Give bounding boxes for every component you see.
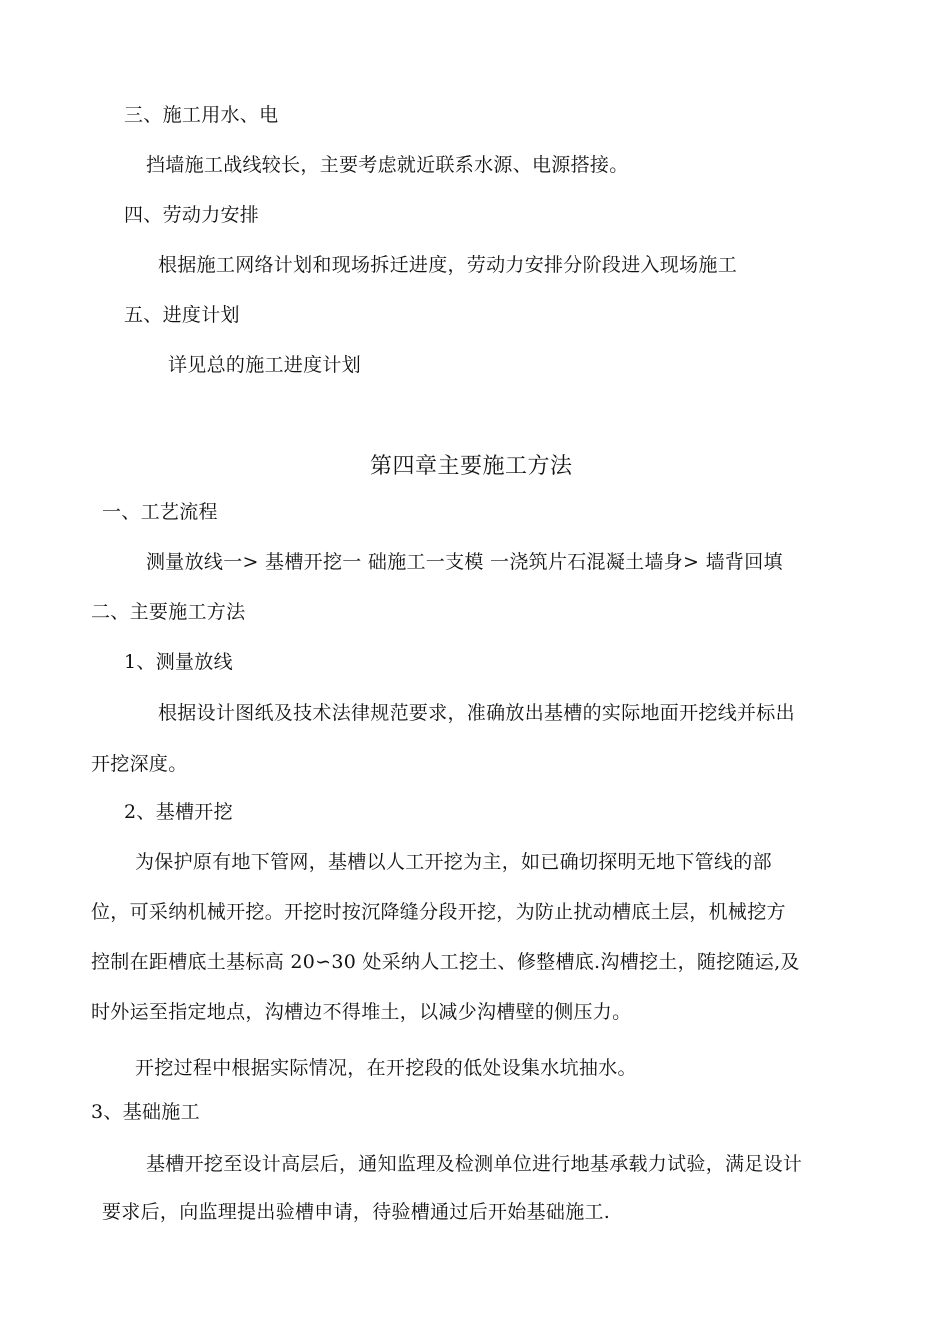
paragraph-schedule: 详见总的施工进度计划 [168, 354, 362, 376]
paragraph-excavation-line-1: 为保护原有地下管网，基槽以人工开挖为主，如已确切探明无地下管线的部 [135, 851, 772, 873]
paragraph-excavation-line-5: 开挖过程中根据实际情况，在开挖段的低处设集水坑抽水。 [135, 1057, 637, 1079]
paragraph-excavation-line-4: 时外运至指定地点，沟槽边不得堆土，以减少沟槽壁的侧压力。 [91, 1001, 632, 1023]
paragraph-survey-line-2: 开挖深度。 [91, 753, 188, 775]
paragraph-foundation-line-2: 要求后，向监理提出验槽申请，待验槽通过后开始基础施工. [102, 1201, 611, 1223]
section-heading-labor: 四、劳动力安排 [124, 204, 260, 226]
subsection-heading-foundation: 3、基础施工 [91, 1101, 200, 1123]
section-heading-methods: 二、主要施工方法 [91, 601, 246, 623]
subsection-heading-survey: 1、测量放线 [124, 651, 233, 673]
paragraph-excavation-line-3: 控制在距槽底土基标高 20∽30 处采纳人工挖土、修整槽底.沟槽挖土，随挖随运,及 [91, 951, 800, 973]
paragraph-foundation-line-1: 基槽开挖至设计高层后，通知监理及检测单位进行地基承载力试验，满足设计 [146, 1153, 803, 1175]
section-heading-water-power: 三、施工用水、电 [124, 104, 279, 126]
paragraph-survey-line-1: 根据设计图纸及技术法律规范要求，准确放出基槽的实际地面开挖线并标出 [158, 702, 795, 724]
section-heading-process-flow: 一、工艺流程 [102, 501, 218, 523]
section-heading-schedule: 五、进度计划 [124, 304, 240, 326]
chapter-title: 第四章主要施工方法 [370, 454, 573, 479]
paragraph-labor: 根据施工网络计划和现场拆迁进度，劳动力安排分阶段进入现场施工 [158, 254, 738, 276]
paragraph-water-power: 挡墙施工战线较长，主要考虑就近联系水源、电源搭接。 [146, 154, 629, 176]
paragraph-excavation-line-2: 位，可采纳机械开挖。开挖时按沉降缝分段开挖，为防止扰动槽底土层，机械挖方 [91, 901, 786, 923]
subsection-heading-excavation: 2、基槽开挖 [124, 801, 233, 823]
process-flow-line: 测量放线一> 基槽开挖一 础施工一支模 一浇筑片石混凝土墙身> 墙背回填 [146, 551, 783, 573]
